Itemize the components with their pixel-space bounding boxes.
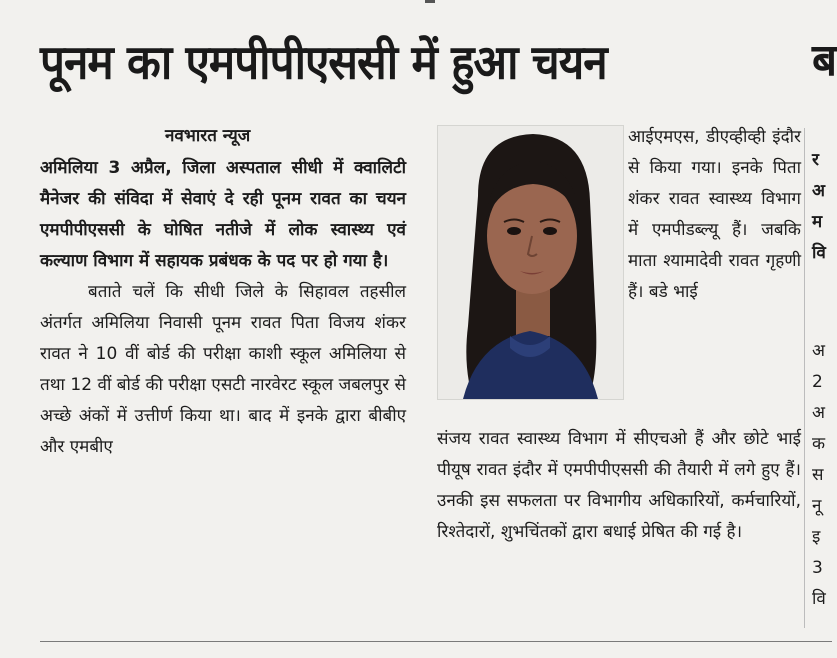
fragment-line: अ: [812, 181, 825, 201]
adjacent-article-fragment-bottom: [812, 336, 832, 615]
portrait-photo: [437, 125, 624, 400]
article-column-2-bottom: [437, 424, 801, 548]
body-paragraph-2-top: आईएमएस, डीएव्हीव्ही इंदौर से किया गया। इनके पिता शंकर रावत स्वास्थ्य विभाग में एमपीडब्ल्यू हैं। जबकि माता श्यामादेवी रावत गृहणी हैं। बडे भाई: [628, 127, 801, 302]
portrait-illustration: [438, 126, 623, 399]
fragment-line: 2: [812, 372, 823, 392]
fragment-line: वि: [812, 243, 826, 263]
article-column-1: [40, 153, 406, 463]
fragment-line: 3: [812, 558, 823, 578]
top-edge-mark: [425, 0, 435, 3]
fragment-line: म: [812, 212, 823, 232]
body-paragraph-2-bottom: संजय रावत स्वास्थ्य विभाग में सीएचओ हैं और छोटे भाई पीयूष रावत इंदौर में एमपीपीएससी की तैयारी में लगे हुए हैं। उनकी इस सफलता पर विभागीय अधिकारियों, कर्मचारियों, रिश्तेदारों, शुभचिंतकों द्वारा बधाई प्रेषित की गई है।: [437, 429, 801, 542]
adjacent-article-fragment-top: [812, 145, 832, 269]
next-article-headline-fragment: ब: [812, 35, 837, 86]
fragment-line: र: [812, 150, 819, 170]
bottom-rule: [40, 641, 832, 642]
body-paragraph-1: बताते चलें कि सीधी जिले के सिहावल तहसील अंतर्गत अमिलिया निवासी पूनम रावत पिता विजय शंकर रावत ने 10 वीं बोर्ड की परीक्षा काशी स्कूल अमिलिया से तथा 12 वीं बोर्ड की परीक्षा एसटी नारवेरट स्कूल जबलपुर से अच्छे अंकों में उत्तीर्ण किया था। बाद में इनके द्वारा बीबीए और एमबीए: [40, 282, 406, 457]
byline: नवभारत न्यूज: [165, 126, 251, 146]
fragment-line: नू: [812, 496, 822, 516]
fragment-line: अ: [812, 341, 825, 361]
fragment-line: इ: [812, 527, 821, 547]
fragment-line: अ: [812, 403, 825, 423]
fragment-line: वि: [812, 589, 826, 609]
column-divider: [804, 128, 805, 628]
headline: पूनम का एमपीपीएससी में हुआ चयन: [40, 35, 607, 91]
fragment-line: स: [812, 465, 824, 485]
lead-paragraph: अमिलिया 3 अप्रैल, जिला अस्पताल सीधी में क्वालिटी मैनेजर की संविदा में सेवाएं दे रही पूनम रावत का चयन एमपीपीएससी के घोषित नतीजे में लोक स्वास्थ्य एवं कल्याण विभाग में सहायक प्रबंधक के पद पर हो गया है।: [40, 158, 406, 271]
article-column-2-top: [628, 122, 801, 308]
fragment-line: क: [812, 434, 826, 454]
